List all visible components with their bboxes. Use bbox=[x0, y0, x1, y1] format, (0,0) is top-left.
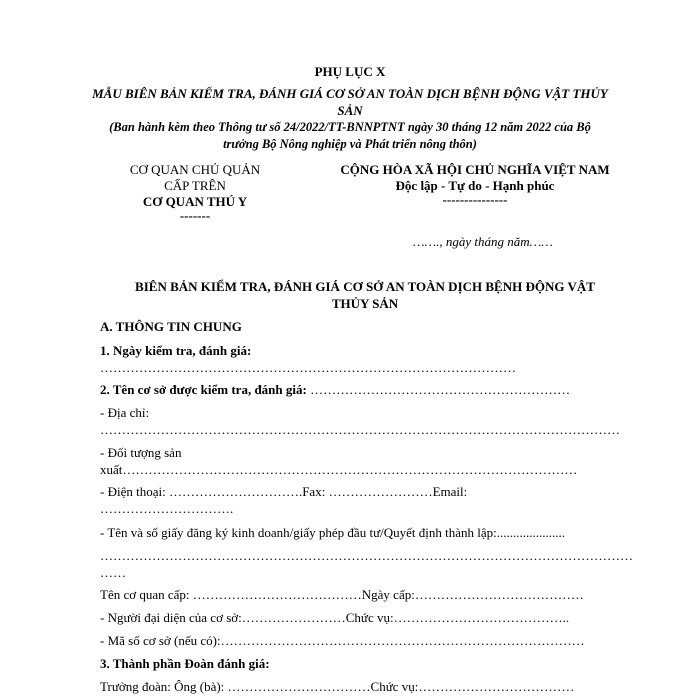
issuance-note-line2: trưởng Bộ Nông nghiệp và Phát triển nông thôn) bbox=[223, 137, 477, 151]
facility-name-row bbox=[100, 382, 570, 398]
issuance-note-line1: (Ban hành kèm theo Thông tư số 24/2022/TT-BNNPTNT ngày 30 tháng 12 năm 2022 của Bộ bbox=[109, 120, 591, 134]
section-a-heading: A. THÔNG TIN CHUNG bbox=[100, 319, 242, 334]
facility-name-label: 2. Tên cơ sở được kiểm tra, đánh giá: bbox=[100, 382, 307, 397]
motto: Độc lập - Tự do - Hạnh phúc bbox=[395, 178, 555, 193]
date-line: ……., ngày tháng năm…… bbox=[413, 234, 553, 249]
production-object-label: - Đối tượng sản bbox=[100, 445, 182, 460]
address-label: - Địa chỉ: bbox=[100, 405, 150, 420]
production-object-field[interactable]: xuất…………………………………………………………………………………………… bbox=[100, 462, 578, 477]
representative-field[interactable]: - Người đại diện của cơ sở:……………………Chức vụ:………………………………….. bbox=[100, 610, 570, 625]
issuing-agency-field[interactable]: Tên cơ quan cấp: …………………………………Ngày cấp:………………………………… bbox=[100, 587, 584, 602]
license-field[interactable]: …………………………………………………………………………………………………………… bbox=[100, 548, 633, 563]
nation-title: CỘNG HÒA XÃ HỘI CHỦ NGHĨA VIỆT NAM bbox=[340, 162, 610, 177]
license-field-continued[interactable]: …… bbox=[100, 565, 126, 580]
left-rule: ------- bbox=[179, 208, 211, 223]
form-title-line1: MẪU BIÊN BẢN KIỂM TRA, ĐÁNH GIÁ CƠ SỞ AN TOÀN DỊCH BỆNH ĐỘNG VẬT THỦY bbox=[92, 86, 608, 101]
team-leader-field[interactable]: Trưởng đoàn: Ông (bà): ……………………………Chức vụ:……………………………… bbox=[100, 679, 575, 694]
doc-title-line1: BIÊN BẢN KIỂM TRA, ĐÁNH GIÁ CƠ SỞ AN TOÀN DỊCH BỆNH ĐỘNG VẬT bbox=[135, 279, 595, 294]
form-title-line2: SẢN bbox=[337, 103, 363, 118]
team-composition-label: 3. Thành phần Đoàn đánh giá: bbox=[100, 656, 270, 671]
parent-agency-line1: CƠ QUAN CHỦ QUẢN bbox=[129, 162, 261, 177]
email-field[interactable]: …………………………. bbox=[100, 501, 234, 516]
facility-name-field[interactable]: …………………………………………………… bbox=[306, 382, 571, 397]
license-label[interactable]: - Tên và số giấy đăng ký kinh doanh/giấy phép đầu tư/Quyết định thành lập:..................... bbox=[100, 525, 565, 540]
doc-title-line2: THỦY SẢN bbox=[331, 296, 399, 311]
right-rule: --------------- bbox=[442, 192, 508, 207]
address-field[interactable]: ………………………………………………………………………………………………………… bbox=[100, 422, 620, 437]
appendix-title: PHỤ LỤC X bbox=[314, 64, 386, 79]
contact-field[interactable]: - Điện thoại: ………………………….Fax: ……………………Email: bbox=[100, 484, 468, 499]
parent-agency-line2: CẤP TRÊN bbox=[164, 178, 226, 193]
facility-code-field[interactable]: - Mã số cơ sở (nếu có):………………………………………………………………………… bbox=[100, 633, 585, 648]
veterinary-agency: CƠ QUAN THÚ Y bbox=[142, 194, 248, 209]
inspection-date-label: 1. Ngày kiểm tra, đánh giá: bbox=[100, 343, 252, 358]
inspection-date-field[interactable]: …………………………………………………………………………………… bbox=[100, 360, 516, 375]
